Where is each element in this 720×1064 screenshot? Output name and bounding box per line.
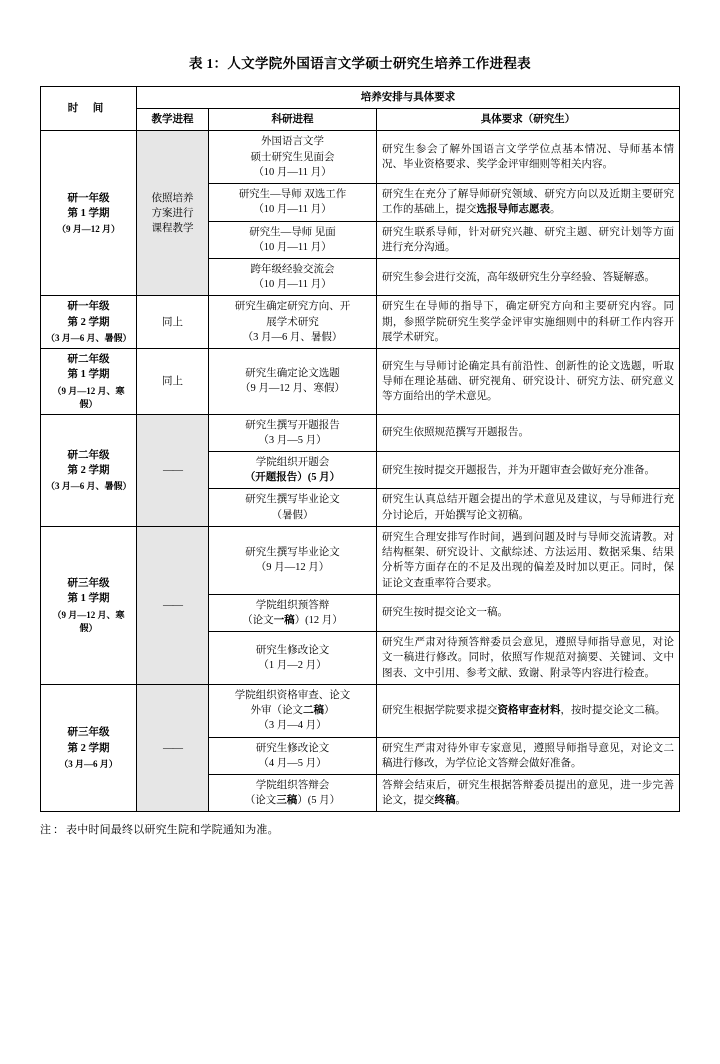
page-title: 表 1：人文学院外国语言文学硕士研究生培养工作进程表 xyxy=(189,56,531,71)
term-period: （9 月—12 月、寒假） xyxy=(52,609,125,633)
research-cell xyxy=(209,221,377,258)
research-cell xyxy=(209,258,377,295)
research-cell xyxy=(209,737,377,774)
research-cell xyxy=(209,131,377,184)
requirement-cell: 研究生严肃对待外审专家意见，遵照导师指导意见，对论文二稿进行修改，为学位论文答辩会做好准备。 xyxy=(377,737,680,774)
research-cell xyxy=(209,349,377,415)
term-period: （9 月—12 月） xyxy=(56,224,120,235)
research-cell xyxy=(209,414,377,451)
requirement-cell: 研究生根据学院要求提交资格审查材料，按时提交论文二稿。 xyxy=(377,684,680,737)
requirement-cell: 研究生认真总结开题会提出的学术意见及建议，与导师进行充分讨论后，开始撰写论文初稿。 xyxy=(377,489,680,526)
research-line: 研究生修改论文 xyxy=(255,644,330,656)
research-line: 外国语言文学 xyxy=(261,136,324,148)
teaching-cell: 同上 xyxy=(137,296,209,349)
term-line1: 研三年级 xyxy=(67,727,110,739)
table-header-row-2 xyxy=(41,109,680,131)
term-period: （9 月—12 月、寒假） xyxy=(52,385,125,409)
research-line: （10 月—11 月） xyxy=(253,204,332,216)
requirement-emphasis: 终稿 xyxy=(434,795,456,807)
research-line: 跨年级经验交流会 xyxy=(250,263,335,275)
table-row xyxy=(41,131,680,184)
research-line: 研究生撰写毕业论文 xyxy=(245,547,340,559)
table-row xyxy=(41,526,680,594)
research-cell xyxy=(209,632,377,685)
requirement-cell: 研究生参会了解外国语言文学学位点基本情况、导师基本情况、毕业资格要求、奖学金评审细则等相关内容。 xyxy=(377,131,680,184)
header-group: 培养安排与具体要求 xyxy=(137,87,680,109)
term-cell xyxy=(41,526,137,684)
term-line2: 第 1 学期 xyxy=(67,593,110,605)
header-time: 时 间 xyxy=(41,87,137,131)
research-line: （9 月—12 月） xyxy=(255,562,330,574)
term-cell xyxy=(41,349,137,415)
table-row xyxy=(41,414,680,451)
research-line: （论文一稿）(12 月） xyxy=(242,615,343,626)
term-line2: 第 2 学期 xyxy=(67,316,110,328)
research-line: 研究生确定论文选题 xyxy=(245,368,340,380)
requirement-cell: 研究生联系导师，针对研究兴趣、研究主题、研究计划等方面进行充分沟通。 xyxy=(377,221,680,258)
research-line: （10 月—11 月） xyxy=(253,166,332,178)
requirement-cell: 研究生与导师讨论确定具有前沿性、创新性的论文选题，听取导师在理论基础、研究视角、研究设计、研究方法、研究意义等方面给出的学术意见。 xyxy=(377,349,680,415)
research-line: （3 月—4 月） xyxy=(258,720,327,732)
teaching-line: 方案进行 xyxy=(151,207,194,219)
research-cell xyxy=(209,526,377,594)
research-line-emphasis: 二稿 xyxy=(303,705,324,717)
teaching-line: 课程教学 xyxy=(151,223,194,235)
research-cell xyxy=(209,774,377,811)
term-line1: 研二年级 xyxy=(67,354,110,366)
header-requirement: 具体要求（研究生） xyxy=(377,109,680,131)
teaching-cell: —— xyxy=(137,684,209,812)
table-header-row-1 xyxy=(41,87,680,109)
requirement-cell: 研究生按时提交开题报告，并为开题审查会做好充分准备。 xyxy=(377,452,680,489)
research-line: 研究生确定研究方向、开 xyxy=(234,301,351,313)
term-cell xyxy=(41,684,137,812)
term-period: （3 月—6 月、暑假） xyxy=(46,480,132,491)
research-cell xyxy=(209,452,377,489)
term-line2: 第 1 学期 xyxy=(67,207,110,219)
research-line: 研究生撰写毕业论文 xyxy=(245,494,340,506)
requirement-cell: 研究生在充分了解导师研究领域、研究方向以及近期主要研究工作的基础上，提交选报导师志愿表。 xyxy=(377,184,680,221)
term-cell xyxy=(41,131,137,296)
research-line: 学院组织资格审查、论文 xyxy=(234,689,351,701)
teaching-cell: 同上 xyxy=(137,349,209,415)
term-line2: 第 2 学期 xyxy=(67,464,110,476)
term-line1: 研一年级 xyxy=(67,301,110,313)
research-line: 学院组织答辩会 xyxy=(255,779,330,791)
table-row xyxy=(41,684,680,737)
teaching-line: 依照培养 xyxy=(151,192,194,204)
term-period: （3 月—6 月） xyxy=(59,758,118,769)
research-line: 研究生—导师 见面 xyxy=(249,226,336,238)
table-row xyxy=(41,349,680,415)
term-line2: 第 2 学期 xyxy=(67,742,110,754)
footnote xyxy=(40,821,680,837)
research-line: 硕士研究生见面会 xyxy=(250,151,335,163)
term-line2: 第 1 学期 xyxy=(67,369,110,381)
research-line: 研究生—导师 双选工作 xyxy=(238,189,347,201)
research-line: （9 月—12 月、寒假） xyxy=(240,383,345,395)
footnote-text: 表中时间最终以研究生院和学院通知为准。 xyxy=(66,824,279,837)
requirement-cell: 研究生按时提交论文一稿。 xyxy=(377,594,680,631)
requirement-cell: 研究生严肃对待预答辩委员会意见，遵照导师指导意见，对论文一稿进行修改。同时，依照写作规范对摘要、关键词、文中图表、文中引用、参考文献、致谢、附录等内容进行检查。 xyxy=(377,632,680,685)
research-line-emphasis: 三稿 xyxy=(276,795,298,807)
research-cell xyxy=(209,684,377,737)
research-line: （4 月—5 月） xyxy=(258,757,327,769)
requirement-cell: 研究生参会进行交流，高年级研究生分享经验、答疑解惑。 xyxy=(377,258,680,295)
research-line: （1 月—2 月） xyxy=(258,660,327,672)
requirement-emphasis: 选报导师志愿表 xyxy=(476,204,550,216)
footnote-label: 注： xyxy=(40,824,66,837)
teaching-cell xyxy=(137,131,209,296)
term-line1: 研三年级 xyxy=(67,578,110,590)
requirement-emphasis: 资格审查材料 xyxy=(497,705,561,717)
requirement-cell: 研究生合理安排写作时间，遇到问题及时与导师交流请教。对结构框架、研究设计、文献综述、方法运用、数据采集、结果分析等方面存在的不足及出现的偏差及时加以更正。同时，保证论文查重率符合要求。 xyxy=(377,526,680,594)
term-line1: 研一年级 xyxy=(67,192,110,204)
research-line: 研究生撰写开题报告 xyxy=(245,419,340,431)
requirement-cell: 答辩会结束后，研究生根据答辩委员提出的意见，进一步完善论文，提交终稿。 xyxy=(377,774,680,811)
research-line: （10 月—11 月） xyxy=(253,241,332,253)
header-teaching: 教学进程 xyxy=(137,109,209,131)
teaching-cell: —— xyxy=(137,414,209,526)
research-line: （论文三稿）(5 月） xyxy=(244,795,341,807)
research-line: 展学术研究 xyxy=(266,316,319,328)
research-line: （暑假） xyxy=(271,509,314,521)
research-line: （3 月—5 月） xyxy=(258,434,327,446)
research-line: 外审（论文二稿） xyxy=(250,705,335,717)
term-line1: 研二年级 xyxy=(67,449,110,461)
research-line: 学院组织预答辩 xyxy=(255,599,330,611)
research-cell xyxy=(209,489,377,526)
research-cell xyxy=(209,296,377,349)
research-line: （3 月—6 月、暑假） xyxy=(242,331,343,343)
term-period: （3 月—6 月、暑假） xyxy=(46,332,132,343)
schedule-table xyxy=(40,86,680,812)
research-line-emphasis: （开题报告）(5 月） xyxy=(244,472,341,484)
research-cell xyxy=(209,184,377,221)
header-research: 科研进程 xyxy=(209,109,377,131)
term-cell xyxy=(41,296,137,349)
term-cell xyxy=(41,414,137,526)
research-cell xyxy=(209,594,377,631)
requirement-cell: 研究生依照规范撰写开题报告。 xyxy=(377,414,680,451)
teaching-cell: —— xyxy=(137,526,209,684)
research-line-emphasis: 一稿 xyxy=(273,615,295,626)
research-line: 研究生修改论文 xyxy=(255,742,330,754)
table-row xyxy=(41,296,680,349)
research-line: 学院组织开题会 xyxy=(255,457,330,469)
requirement-cell: 研究生在导师的指导下，确定研究方向和主要研究内容。同期，参照学院研究生奖学金评审实施细则中的科研工作内容开展学术研究。 xyxy=(377,296,680,349)
research-line: （10 月—11 月） xyxy=(253,279,332,291)
